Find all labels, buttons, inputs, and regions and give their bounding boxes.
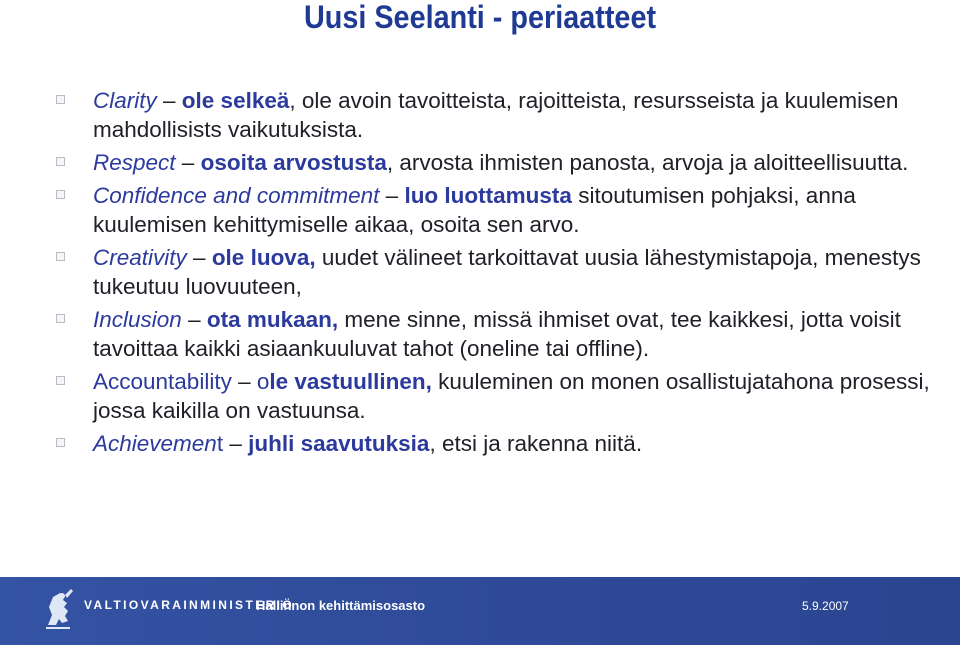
principle-category: Creativity: [93, 245, 187, 270]
principle-dash: –: [156, 88, 182, 113]
principles-list: [56, 86, 946, 462]
principle-category-suffix: t: [216, 431, 224, 456]
principle-emphasis-prefix: o: [256, 369, 270, 394]
list-item: [56, 148, 946, 177]
principle-dash: –: [181, 307, 207, 332]
principle-dash: –: [231, 369, 257, 394]
principle-text: sitoutumisen pohjaksi, anna kuulemisen kehittymiselle aikaa, osoita sen arvo.: [93, 183, 856, 237]
bullet-square-icon: [56, 438, 65, 447]
principle-emphasis: ole luova,: [211, 245, 316, 270]
principle-text: , ole avoin tavoitteista, rajoitteista, resursseista ja kuulemisen mahdollisists vaikutuksista.: [93, 88, 899, 142]
list-item: [56, 243, 946, 301]
ministry-name: VALTIOVARAINMINISTERIÖ: [84, 598, 295, 612]
principle-category: Achievemen: [93, 431, 217, 456]
principle-dash: –: [175, 150, 201, 175]
principle-emphasis: ota mukaan,: [206, 307, 339, 332]
footer-bar: [0, 577, 960, 645]
bullet-square-icon: [56, 314, 65, 323]
bullet-square-icon: [56, 190, 65, 199]
list-item: [56, 86, 946, 144]
principle-text: uudet välineet tarkoittavat uusia lähestymistapoja, menestys tukeutuu luovuuteen,: [93, 245, 921, 299]
finnish-lion-emblem-icon: [38, 585, 78, 638]
bullet-square-icon: [56, 252, 65, 261]
principle-dash: –: [379, 183, 405, 208]
principle-text: , arvosta ihmisten panosta, arvoja ja aloitteellisuutta.: [386, 150, 909, 175]
principle-emphasis: juhli saavutuksia: [248, 431, 430, 456]
list-item: [56, 181, 946, 239]
principle-text: , etsi ja rakenna niitä.: [429, 431, 643, 456]
principle-emphasis: luo luottamusta: [404, 183, 572, 208]
department-name: Hallinnon kehittämisosasto: [256, 598, 426, 613]
list-item: [56, 305, 946, 363]
principle-dash: –: [223, 431, 249, 456]
bullet-square-icon: [56, 376, 65, 385]
presentation-date: 5.9.2007: [802, 599, 849, 613]
principle-category: Confidence and commitment: [93, 183, 380, 208]
list-item: [56, 429, 946, 458]
principle-category: Inclusion: [93, 307, 182, 332]
page-title: Uusi Seelanti - periaatteet: [303, 0, 657, 35]
principle-text: mene sinne, missä ihmiset ovat, tee kaikkesi, jotta voisit tavoittaa kaikki asiaankuuluvat tahot (oneline tai offline).: [93, 307, 901, 361]
principle-dash: –: [186, 245, 212, 270]
principle-emphasis: ole selkeä: [181, 88, 290, 113]
principle-category: Respect: [93, 150, 176, 175]
bullet-square-icon: [56, 157, 65, 166]
principle-category: Accountability: [93, 369, 232, 394]
list-item: [56, 367, 946, 425]
principle-text: kuuleminen on monen osallistujatahona prosessi, jossa kaikilla on vastuunsa.: [93, 369, 930, 423]
principle-category: Clarity: [93, 88, 157, 113]
bullet-square-icon: [56, 95, 65, 104]
principle-emphasis: le vastuullinen,: [269, 369, 432, 394]
principle-emphasis: osoita arvostusta: [200, 150, 387, 175]
